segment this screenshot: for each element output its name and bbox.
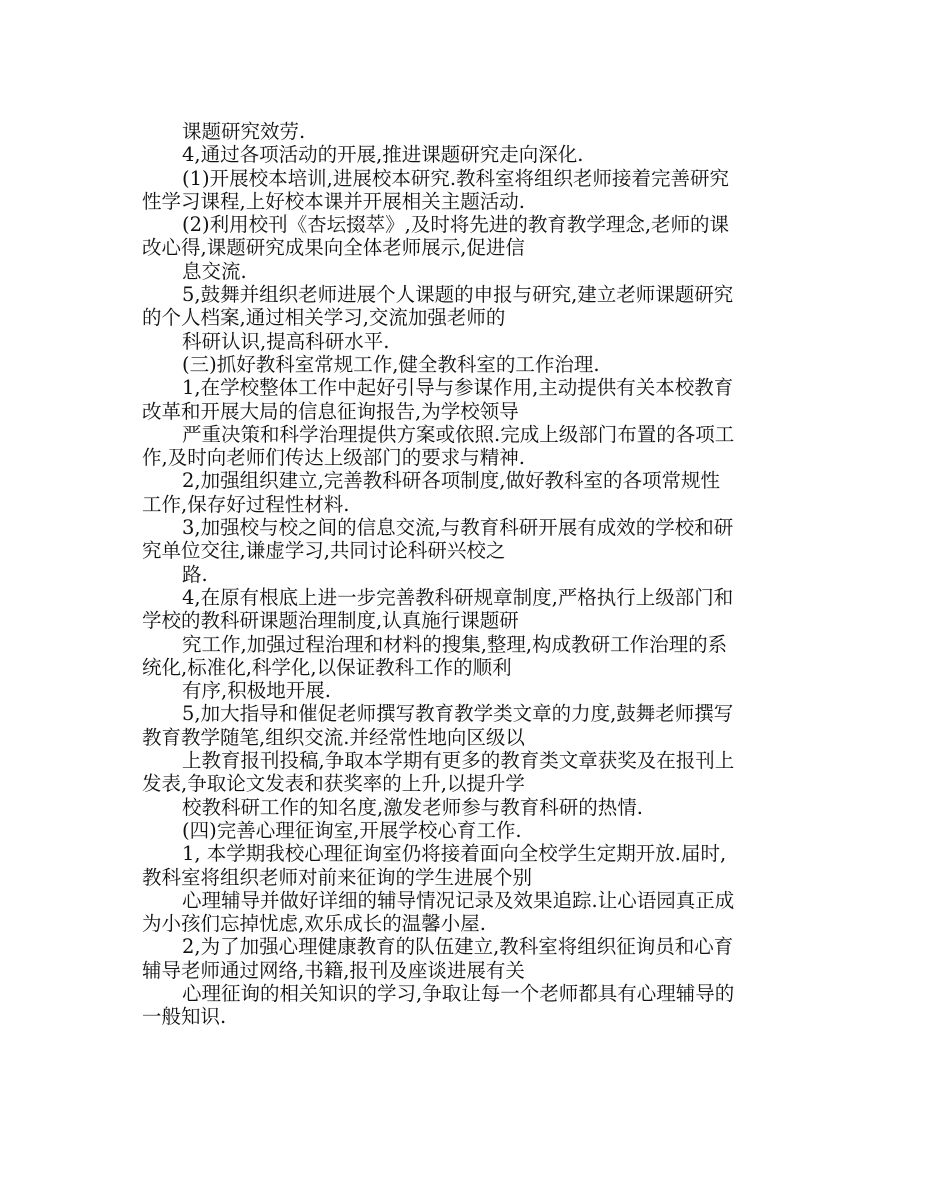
text-line: 统化,标准化,科学化,以保证教科工作的顺利 — [142, 655, 512, 679]
text-line: 科研认识,提高科研水平. — [182, 329, 390, 353]
document-body — [142, 120, 822, 1029]
text-line: 有序,积极地开展. — [182, 679, 331, 703]
text-line: 为小孩们忘掉忧虑,欢乐成长的温馨小屋. — [142, 912, 486, 936]
text-line: 的个人档案,通过相关学习,交流加强老师的 — [142, 306, 506, 330]
text-line: 3,加强校与校之间的信息交流,与教育科研开展有成效的学校和研 — [182, 516, 734, 540]
text-line: 5,鼓舞并组织老师进展个人课题的申报与研究,建立老师课题研究 — [182, 283, 734, 307]
text-line: (2)利用校刊《杏坛掇萃》,及时将先进的教育教学理念,老师的课 — [182, 213, 730, 237]
text-line: 辅导老师通过网络,书籍,报刊及座谈进展有关 — [142, 958, 525, 982]
text-line: 究单位交往,谦虚学习,共同讨论科研兴校之 — [142, 539, 506, 563]
text-line: 1,在学校整体工作中起好引导与参谋作用,主动提供有关本校教育 — [182, 376, 734, 400]
text-line: 改心得,课题研究成果向全体老师展示,促进信 — [142, 236, 525, 260]
text-line: 校教科研工作的知名度,激发老师参与教育科研的热情. — [182, 795, 643, 819]
text-line: 学校的教科研课题治理制度,认真施行课题研 — [142, 609, 519, 633]
text-line: 1, 本学期我校心理征询室仍将接着面向全校学生定期开放.届时, — [182, 842, 727, 866]
text-line: (1)开展校本培训,进展校本研究.教科室将组织老师接着完善研究 — [182, 166, 730, 190]
text-line: 2,加强组织建立,完善教科研各项制度,做好教科室的各项常规性 — [182, 469, 721, 493]
text-line: 心理辅导并做好详细的辅导情况记录及效果追踪.让心语园真正成 — [182, 888, 735, 912]
text-line: 一般知识. — [142, 1005, 227, 1029]
text-line: 性学习课程,上好校本课并开展相关主题活动. — [142, 189, 525, 213]
text-line: 5,加大指导和催促老师撰写教育教学类文章的力度,鼓舞老师撰写 — [182, 702, 734, 726]
text-line: 发表,争取论文发表和获奖率的上升,以提升学 — [142, 772, 525, 796]
text-line: 教科室将组织老师对前来征询的学生进展个别 — [142, 865, 533, 889]
text-line: 路. — [182, 562, 208, 586]
text-line: 心理征询的相关知识的学习,争取让每一个老师都具有心理辅导的 — [182, 981, 735, 1005]
text-line: 教育教学随笔,组织交流.并经常性地向区级以 — [142, 725, 525, 749]
text-line: (三)抓好教科室常规工作,健全教科室的工作治理. — [182, 352, 600, 376]
text-line: 工作,保存好过程性材料. — [142, 492, 350, 516]
text-line: 作,及时向老师们传达上级部门的要求与精神. — [142, 446, 525, 470]
text-line: 息交流. — [182, 259, 247, 283]
text-line: 究工作,加强过程治理和材料的搜集,整理,构成教研工作治理的系 — [182, 632, 728, 656]
text-line: 改革和开展大局的信息征询报告,为学校领导 — [142, 399, 519, 423]
text-line: 上教育报刊投稿,争取本学期有更多的教育类文章获奖及在报刊上 — [182, 749, 735, 773]
text-line: 课题研究效劳. — [182, 120, 306, 143]
text-line: 4,通过各项活动的开展,推进课题研究走向深化. — [182, 143, 584, 167]
text-line: 严重决策和科学治理提供方案或依照.完成上级部门布置的各项工 — [182, 422, 735, 446]
text-line: 4,在原有根底上进一步完善教科研规章制度,严格执行上级部门和 — [182, 585, 734, 609]
text-line: (四)完善心理征询室,开展学校心育工作. — [182, 818, 522, 842]
text-line: 2,为了加强心理健康教育的队伍建立,教科室将组织征询员和心育 — [182, 935, 734, 959]
